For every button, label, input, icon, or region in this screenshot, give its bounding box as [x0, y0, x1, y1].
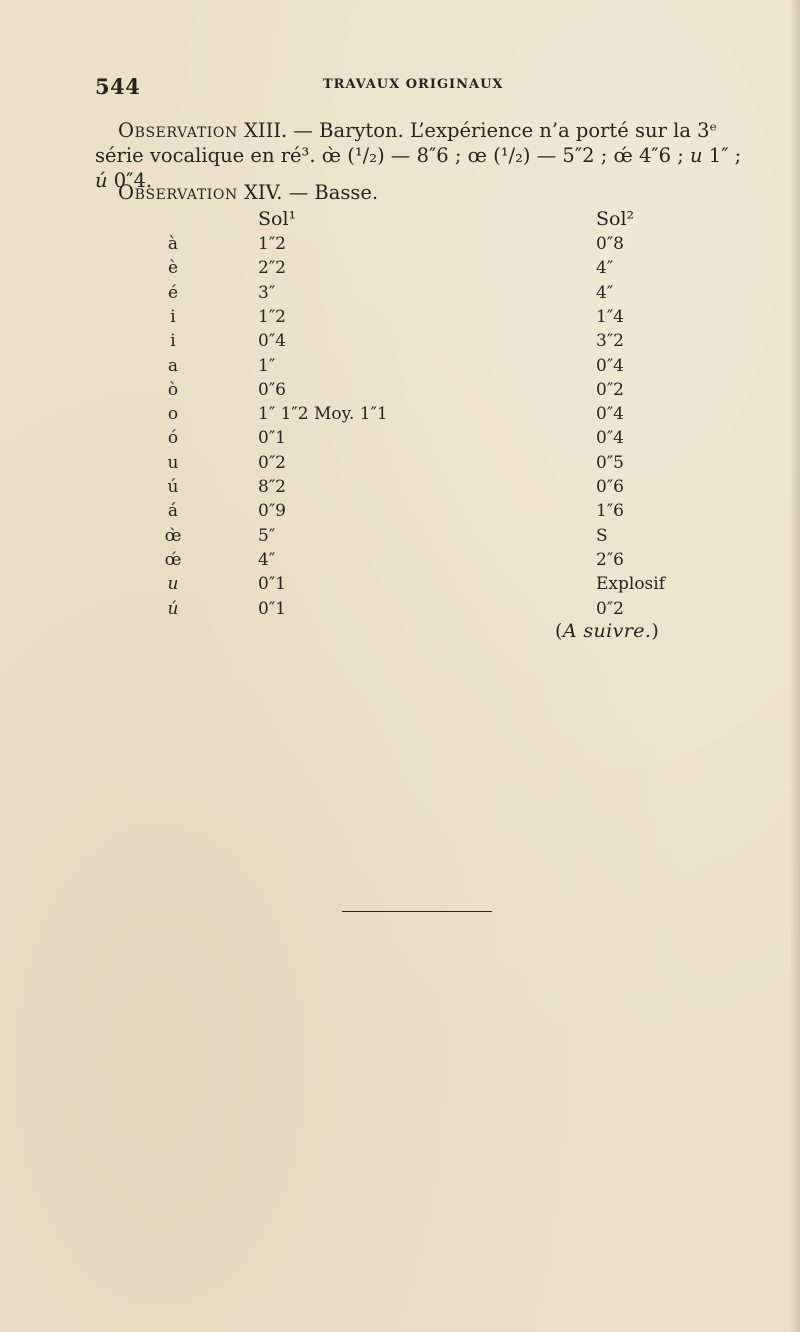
observation-14-label: Observation	[118, 181, 238, 204]
sol2-cell: 0″8	[596, 234, 624, 254]
page-edge-shadow	[790, 0, 800, 1332]
observation-14-text: — Basse.	[282, 181, 379, 204]
to-follow-text: A suivre.	[562, 620, 652, 642]
vowel-cell: ó	[167, 428, 179, 449]
vowel-cell: u	[167, 452, 179, 473]
table-row	[163, 574, 723, 597]
vowel-cell: œ́	[164, 549, 182, 570]
sol1-cell: 1″ 1″2 Moy. 1″1	[258, 404, 388, 425]
vowel-cell: 𝑢́	[167, 598, 179, 619]
table-row	[163, 331, 723, 354]
vowel-cell: é	[167, 282, 179, 303]
sol1-cell: 3″	[258, 282, 276, 303]
column-header-sol1: Sol¹	[258, 208, 297, 230]
table-row	[163, 477, 723, 500]
table-row	[163, 356, 723, 379]
table-row	[163, 526, 723, 549]
sol1-cell: 0″9	[258, 501, 286, 522]
table-row	[163, 234, 723, 257]
table-row	[163, 404, 723, 427]
sol2-cell: 0″4	[596, 404, 624, 425]
sol1-cell: 8″2	[258, 477, 286, 497]
vowel-cell: 𝑢	[167, 574, 179, 595]
sol2-cell: 0″2	[596, 379, 624, 400]
sol1-cell: 1″2	[258, 306, 286, 327]
observation-13-text: — Baryton. L’expérience n’a porté sur la 3ᵉ série vocalique en ré³. œ̀ (¹/₂) — 8″6 ; œ (¹/₂) — 5″2 ; œ́ 4″6 ; 𝑢 1″ ; 𝑢́ 0″4.	[95, 119, 742, 192]
sol2-cell: 4″	[596, 258, 614, 279]
sol2-cell: 1″6	[596, 501, 624, 522]
sol2-cell: 4″	[596, 282, 614, 303]
sol2-cell: S	[596, 525, 608, 546]
table-row	[163, 453, 723, 476]
sol2-cell: 3″2	[596, 331, 624, 352]
vowel-cell: á	[167, 501, 179, 522]
observation-14-number: XIV.	[244, 181, 283, 204]
sol1-cell: 4″	[258, 549, 276, 570]
sol1-cell: 1″2	[258, 234, 286, 254]
sol1-cell: 0″4	[258, 331, 286, 352]
sol1-cell: 0″1	[258, 598, 286, 619]
table-row	[163, 380, 723, 403]
running-head: TRAVAUX ORIGINAUX	[323, 77, 504, 92]
sol1-cell: 5″	[258, 525, 276, 546]
vowel-cell: a	[167, 355, 179, 376]
table-row	[163, 550, 723, 573]
to-follow-note: (A suivre.)	[555, 620, 660, 642]
observation-13-number: XIII.	[244, 119, 288, 142]
sol1-cell: 0″2	[258, 452, 286, 473]
vowel-cell: ú	[167, 477, 179, 497]
vowel-cell: à	[167, 234, 179, 254]
horizontal-rule	[342, 911, 492, 912]
table-row	[163, 283, 723, 306]
vowel-cell: o	[167, 404, 179, 425]
sol1-cell: 1″	[258, 355, 276, 376]
table-row	[163, 258, 723, 281]
sol1-cell: 2″2	[258, 258, 286, 279]
sol1-cell: 0″6	[258, 379, 286, 400]
sol2-cell: 0″2	[596, 598, 624, 619]
duration-table	[163, 208, 723, 648]
sol2-cell: 0″4	[596, 428, 624, 449]
sol2-cell: 0″4	[596, 355, 624, 376]
sol2-cell: Explosif	[596, 574, 666, 595]
observation-14-heading	[95, 180, 755, 205]
sol2-cell: 1″4	[596, 306, 624, 327]
sol2-cell: 0″6	[596, 477, 624, 497]
page-number: 544	[95, 74, 141, 99]
sol2-cell: 0″5	[596, 452, 624, 473]
vowel-cell: i	[170, 331, 176, 352]
column-header-sol2: Sol²	[596, 208, 635, 230]
table-row	[163, 599, 723, 622]
vowel-cell: è	[167, 258, 179, 279]
sol1-cell: 0″1	[258, 428, 286, 449]
vowel-cell: i	[170, 306, 176, 327]
sol1-cell: 0″1	[258, 574, 286, 595]
table-row	[163, 428, 723, 451]
vowel-cell: œ̀	[164, 525, 182, 546]
table-row	[163, 501, 723, 524]
observation-13-label: Observation	[118, 119, 238, 142]
vowel-cell: ò	[167, 379, 179, 400]
sol2-cell: 2″6	[596, 549, 624, 570]
table-row	[163, 307, 723, 330]
